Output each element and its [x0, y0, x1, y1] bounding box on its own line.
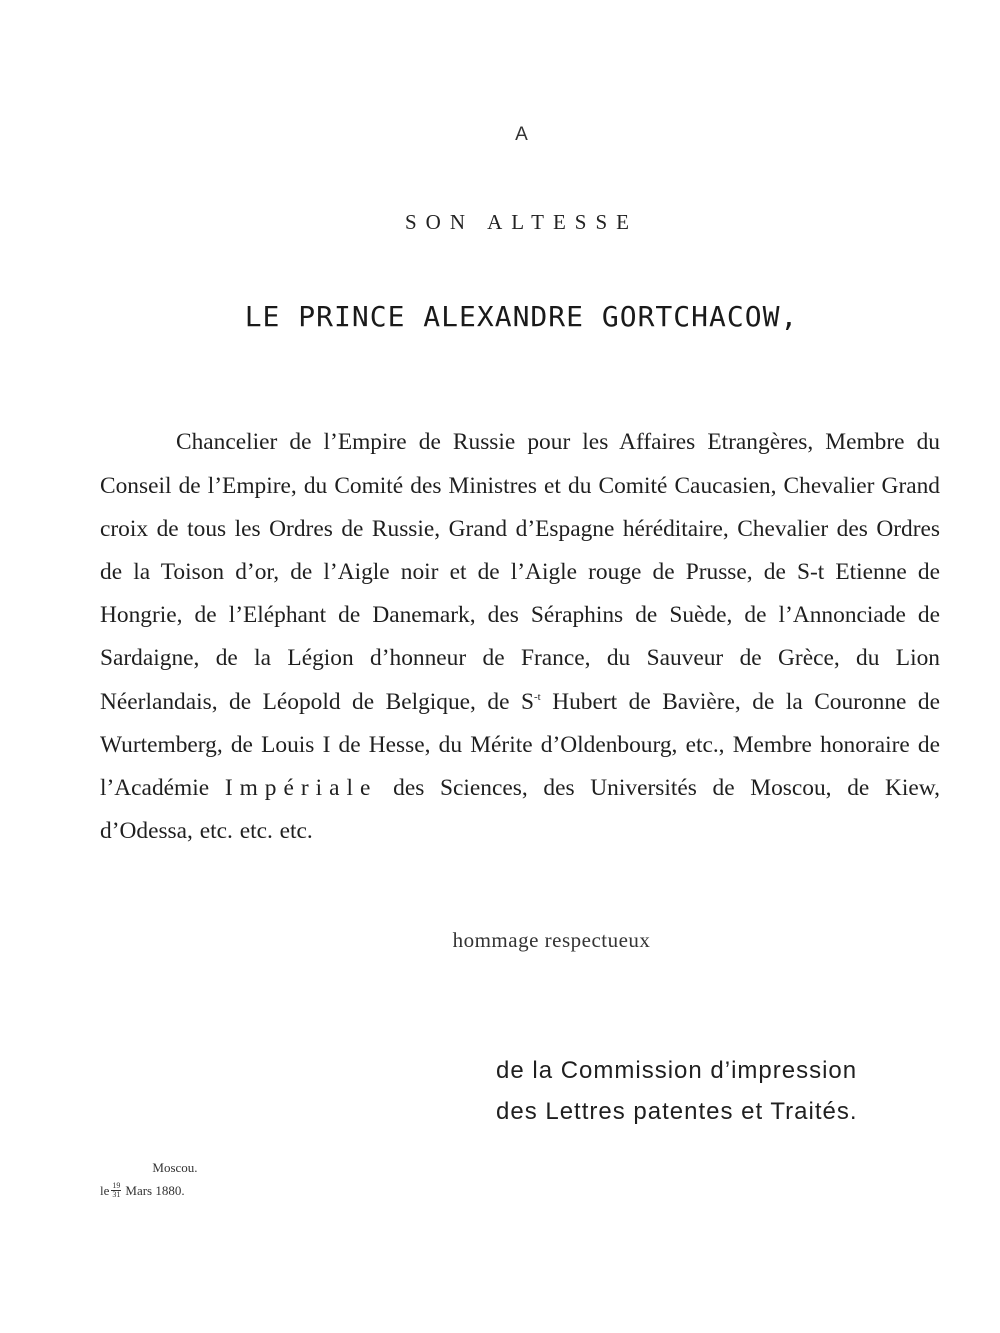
titles-paragraph: [100, 421, 940, 853]
titles-text-part1: Chancelier de l’Empire de Russie pour les Affaires Etrangères, Membre du Conseil de l’Empire, du Comité des Ministres et du Comité Caucasien, Chevalier Grand croix de tous les Ordres de Russie, Grand d’Espagne héréditaire, Chevalier des Ordres de la Toison d’or, de l’Aigle noir et de l’Aigle rouge de Prusse, de S-t Etienne de Hongrie, de l’Eléphant de Danemark, des Séraphins de Suède, de l’Annonciade de Sardaigne, de la Légion d’honneur de France, du Sauveur de Grèce, du Lion Néerlandais, de Léopold de Belgique, de S: [100, 429, 940, 715]
commission-line-1: de la Commission d’impression: [496, 1057, 858, 1084]
dedication-name: LE PRINCE ALEXANDRE GORTCHACOW,: [244, 300, 799, 333]
date-rest: Mars 1880.: [125, 1182, 185, 1198]
titles-superscript: -t: [533, 690, 541, 703]
place-text: Moscou.: [152, 1160, 198, 1175]
date-prefix: le: [100, 1182, 110, 1198]
titles-spaced-word: Impériale: [224, 775, 378, 802]
commission-signature: [496, 1050, 966, 1132]
titles-text-part2: Hubert de Bavière, de la Couronne de Wurtemberg, de Louis I de Hesse, du Mérite d’Oldenbourg, etc., Membre honoraire de l’Académie: [100, 688, 941, 802]
dedication-title: SON ALTESSE: [404, 210, 638, 234]
titles-text-part3: des Sciences, des Universités de Moscou, de Kiew, d’Odessa, etc. etc. etc.: [100, 775, 940, 845]
commission-line-2: des Lettres patentes et Traités.: [496, 1098, 858, 1125]
date-fraction: [111, 1182, 121, 1199]
date-fraction-numerator: 19: [112, 1181, 121, 1190]
dedication-to: A: [515, 124, 528, 145]
date-line: [100, 1182, 250, 1199]
date-fraction-denominator: 31: [112, 1190, 121, 1199]
hommage-line: hommage respectueux: [452, 928, 651, 952]
place-date-block: [100, 1160, 250, 1199]
